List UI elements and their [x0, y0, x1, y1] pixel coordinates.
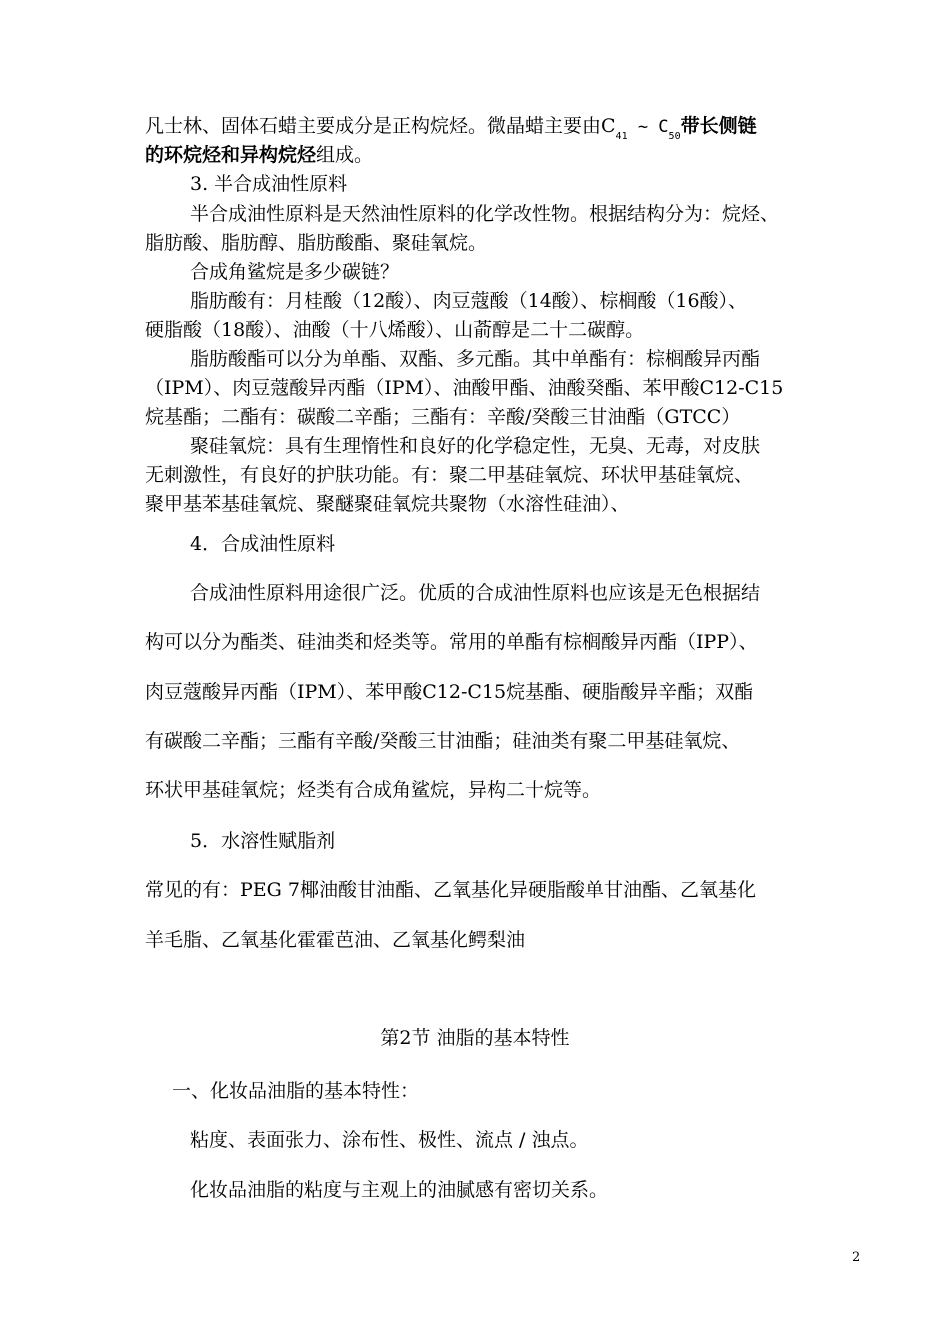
paragraph-line: 有碳酸二辛酯；三酯有辛酸/癸酸三甘油酯；硅油类有聚二甲基硅氧烷、	[145, 730, 741, 752]
paragraph-line: 脂肪酸、脂肪醇、脂肪酸酯、聚硅氧烷。	[145, 232, 488, 254]
subsection-heading: 一、化妆品油脂的基本特性：	[172, 1080, 420, 1102]
paragraph-line: 脂肪酸有：月桂酸（12酸）、肉豆蔻酸（14酸）、棕榈酸（16酸）、	[190, 290, 748, 312]
paragraph-line: 化妆品油脂的粘度与主观上的油腻感有密切关系。	[190, 1179, 609, 1201]
section-title: 第2节 油脂的基本特性	[380, 1027, 570, 1049]
property-list: 粘度、表面张力、涂布性、极性、流点 / 浊点。	[190, 1129, 589, 1151]
paragraph-line: 脂肪酸酯可以分为单酯、双酯、多元酯。其中单酯有：棕榈酸异丙酯	[190, 348, 761, 370]
section-heading: 4．合成油性原料	[190, 533, 336, 555]
paragraph-line: 烷基酯；二酯有：碳酸二辛酯；三酯有：辛酸/癸酸三甘油酯（GTCC）	[145, 406, 741, 428]
paragraph-line	[145, 142, 875, 168]
paragraph-line: （IPM）、肉豆蔻酸异丙酯（IPM）、油酸甲酯、油酸癸酯、苯甲酸C12-C15	[145, 377, 784, 399]
paragraph-line: 半合成油性原料是天然油性原料的化学改性物。根据结构分为：烷烃、	[190, 203, 780, 225]
section-heading: 5．水溶性赋脂剂	[190, 830, 336, 852]
paragraph-line: 合成油性原料用途很广泛。优质的合成油性原料也应该是无色根据结	[190, 582, 761, 604]
paragraph-line: 环状甲基硅氧烷；烃类有合成角鲨烷，异构二十烷等。	[145, 779, 602, 801]
bold-text: 的环烷烃和异构烷烃	[145, 144, 317, 166]
paragraph-line: 硬脂酸（18酸）、油酸（十八烯酸）、山萮醇是二十二碳醇。	[145, 319, 645, 341]
paragraph-line: 无刺激性，有良好的护肤功能。有：聚二甲基硅氧烷、环状甲基硅氧烷、	[145, 464, 754, 486]
paragraph-line: 聚硅氧烷：具有生理惰性和良好的化学稳定性，无臭、无毒，对皮肤	[190, 435, 761, 457]
paragraph-line: 肉豆蔻酸异丙酯（IPM）、苯甲酸C12-C15烷基酯、硬脂酸异辛酯；双酯	[145, 681, 754, 703]
text: ~ C	[627, 117, 669, 137]
subscript: 50	[668, 131, 681, 142]
paragraph-line: 合成角鲨烷是多少碳链？	[190, 261, 400, 283]
text: 组成。	[316, 144, 374, 166]
section-heading: 3. 半合成油性原料	[190, 173, 348, 195]
subscript: 41	[615, 131, 628, 142]
paragraph-line: 构可以分为酯类、硅油类和烃类等。常用的单酯有棕榈酸异丙酯（IPP）、	[145, 631, 758, 653]
text: 凡士林、固体石蜡主要成分是正构烷烃。微晶蜡主要由C	[145, 115, 616, 137]
bold-text: 带长侧链	[680, 115, 757, 137]
paragraph-line: 常见的有：PEG 7椰油酸甘油酯、乙氧基化异硬脂酸单甘油酯、乙氧基化	[145, 879, 756, 901]
paragraph-line: 聚甲基苯基硅氧烷、聚醚聚硅氧烷共聚物（水溶性硅油）、	[145, 493, 630, 515]
page-number: 2	[852, 1250, 861, 1265]
paragraph-line	[145, 113, 875, 143]
paragraph-line: 羊毛脂、乙氧基化霍霍芭油、乙氧基化鳄梨油	[145, 929, 526, 951]
